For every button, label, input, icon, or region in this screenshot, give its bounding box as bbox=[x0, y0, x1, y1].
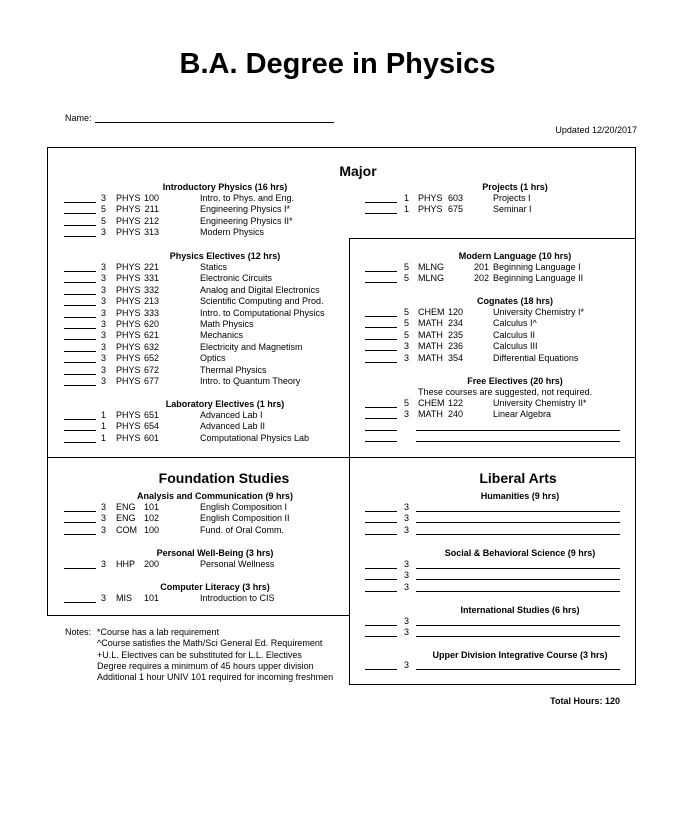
course-number: 102 bbox=[143, 513, 159, 524]
course-hours: 1 bbox=[101, 432, 107, 443]
course-dept: MATH bbox=[418, 341, 443, 352]
course-hours: 5 bbox=[404, 329, 410, 340]
course-dept: PHYS bbox=[116, 273, 141, 284]
course-hours: 3 bbox=[404, 502, 410, 512]
page-title: B.A. Degree in Physics bbox=[179, 48, 496, 80]
course-hours: 3 bbox=[101, 341, 107, 352]
group-title: International Studies (6 hrs) bbox=[460, 605, 580, 615]
course-dept: MATH bbox=[418, 318, 443, 329]
note-line: ^Course satisfies the Math/Sci General Ed. Requirement bbox=[97, 638, 323, 649]
course-dept: PHYS bbox=[116, 227, 141, 238]
course-number: 101 bbox=[143, 593, 159, 603]
course-name: Introduction to CIS bbox=[200, 593, 275, 603]
course-hours: 3 bbox=[101, 273, 107, 284]
course-row bbox=[0, 593, 675, 604]
course-number: 221 bbox=[143, 262, 159, 272]
course-row bbox=[0, 409, 675, 420]
course-dept: PHYS bbox=[116, 262, 141, 272]
course-number: 235 bbox=[447, 329, 463, 340]
course-hours: 1 bbox=[101, 410, 107, 420]
course-dept: PHYS bbox=[116, 341, 141, 352]
course-name: Linear Algebra bbox=[493, 409, 552, 420]
course-dept: PHYS bbox=[116, 364, 141, 375]
course-number: 100 bbox=[143, 193, 159, 203]
course-hours: 5 bbox=[404, 262, 410, 272]
free-electives-note: These courses are suggested, not required. bbox=[418, 387, 593, 397]
course-entry-line[interactable] bbox=[416, 579, 620, 580]
course-name: Engineering Physics II* bbox=[200, 215, 293, 226]
course-name: University Chemistry II* bbox=[493, 398, 587, 408]
course-name: Intro. to Quantum Theory bbox=[200, 376, 301, 386]
course-hours: 1 bbox=[404, 204, 410, 215]
course-number: 675 bbox=[447, 204, 463, 215]
liberal-arts-title: Liberal Arts bbox=[479, 470, 557, 486]
course-dept: PHYS bbox=[116, 432, 141, 443]
course-hours: 3 bbox=[101, 227, 107, 238]
course-number: 331 bbox=[143, 273, 159, 284]
course-hours: 3 bbox=[101, 593, 107, 603]
course-name: Engineering Physics I* bbox=[200, 204, 291, 215]
course-name: Mechanics bbox=[200, 330, 244, 341]
course-number: 603 bbox=[447, 193, 463, 203]
course-number: 332 bbox=[143, 284, 159, 295]
note-line: +U.L. Electives can be substituted for L.L. Electives bbox=[97, 649, 302, 660]
course-name: Advanced Lab I bbox=[200, 410, 263, 420]
course-name: English Composition II bbox=[200, 513, 290, 524]
course-hours: 5 bbox=[404, 318, 410, 329]
course-name: Calculus II bbox=[493, 329, 536, 340]
course-row bbox=[0, 307, 675, 318]
course-number: 333 bbox=[143, 307, 159, 318]
grade-blank[interactable] bbox=[365, 511, 397, 512]
course-entry-line[interactable] bbox=[416, 636, 620, 637]
course-dept: MLNG bbox=[418, 273, 445, 284]
course-name: Optics bbox=[200, 353, 226, 364]
course-name: Advanced Lab II bbox=[200, 421, 266, 432]
grade-blank[interactable] bbox=[365, 430, 397, 431]
course-name: Differential Equations bbox=[493, 352, 579, 363]
course-number: 122 bbox=[447, 398, 463, 408]
course-row bbox=[0, 398, 675, 409]
course-name: Fund. of Oral Comm. bbox=[200, 524, 285, 535]
course-hours: 5 bbox=[101, 204, 107, 215]
course-entry-line[interactable] bbox=[416, 430, 620, 431]
course-name: Calculus I^ bbox=[493, 318, 537, 329]
course-hours: 3 bbox=[404, 581, 410, 592]
note-line: Additional 1 hour UNIV 101 required for incoming freshmen bbox=[97, 672, 334, 683]
name-field-line[interactable] bbox=[95, 122, 334, 123]
course-number: 621 bbox=[143, 330, 159, 341]
course-number: 200 bbox=[143, 559, 159, 569]
course-number: 601 bbox=[143, 432, 159, 443]
course-hours: 3 bbox=[404, 524, 410, 535]
course-name: University Chemistry I* bbox=[493, 307, 585, 317]
course-dept: PHYS bbox=[116, 319, 141, 329]
course-number: 213 bbox=[143, 296, 159, 307]
course-hours: 5 bbox=[404, 273, 410, 284]
course-number: 100 bbox=[143, 524, 159, 535]
course-hours: 3 bbox=[101, 524, 107, 535]
course-dept: PHYS bbox=[116, 296, 141, 307]
grade-blank[interactable] bbox=[365, 669, 397, 670]
course-name: Beginning Language I bbox=[493, 262, 581, 272]
course-row bbox=[0, 216, 675, 227]
grade-blank[interactable] bbox=[365, 579, 397, 580]
group-title: Social & Behavioral Science (9 hrs) bbox=[444, 548, 596, 558]
course-name: Electricity and Magnetism bbox=[200, 341, 303, 352]
group-title: Physics Electives (12 hrs) bbox=[169, 251, 281, 261]
group-title: Introductory Physics (16 hrs) bbox=[162, 182, 288, 192]
note-line: Degree requires a minimum of 45 hours upper division bbox=[97, 660, 314, 671]
course-number: 654 bbox=[143, 421, 159, 432]
course-number: 677 bbox=[143, 376, 159, 386]
course-number: 101 bbox=[143, 502, 159, 512]
grade-blank[interactable] bbox=[365, 441, 397, 442]
course-hours: 3 bbox=[101, 502, 107, 512]
grade-blank[interactable] bbox=[365, 625, 397, 626]
course-hours: 3 bbox=[404, 570, 410, 581]
course-entry-line[interactable] bbox=[416, 669, 620, 670]
course-number: 234 bbox=[447, 318, 463, 329]
course-dept: ENG bbox=[116, 513, 136, 524]
major-title: Major bbox=[339, 163, 377, 179]
group-title: Laboratory Electives (1 hrs) bbox=[165, 399, 285, 409]
course-hours: 1 bbox=[101, 421, 107, 432]
course-name: Scientific Computing and Prod. bbox=[200, 296, 324, 307]
group-title: Computer Literacy (3 hrs) bbox=[160, 582, 270, 592]
course-hours: 3 bbox=[101, 319, 107, 329]
course-hours: 3 bbox=[101, 330, 107, 341]
course-name: Beginning Language II bbox=[493, 273, 584, 284]
course-dept: PHYS bbox=[116, 330, 141, 341]
course-number: 201 bbox=[473, 262, 489, 272]
course-hours: 3 bbox=[404, 627, 410, 638]
course-name: Intro. to Phys. and Eng. bbox=[200, 193, 295, 203]
course-dept: PHYS bbox=[418, 204, 443, 215]
course-dept: PHYS bbox=[116, 193, 141, 203]
course-name: Thermal Physics bbox=[200, 364, 267, 375]
group-title: Free Electives (20 hrs) bbox=[467, 376, 563, 386]
course-number: 120 bbox=[447, 307, 463, 317]
course-hours: 3 bbox=[101, 307, 107, 318]
course-number: 313 bbox=[143, 227, 159, 238]
total-hours: Total Hours: 120 bbox=[550, 696, 620, 706]
course-hours: 3 bbox=[101, 364, 107, 375]
course-hours: 5 bbox=[404, 307, 410, 317]
group-title: Personal Well-Being (3 hrs) bbox=[156, 548, 274, 558]
course-hours: 3 bbox=[404, 409, 410, 420]
course-name: Statics bbox=[200, 262, 228, 272]
group-title: Analysis and Communication (9 hrs) bbox=[136, 491, 294, 501]
course-number: 354 bbox=[447, 352, 463, 363]
foundation-title: Foundation Studies bbox=[158, 470, 290, 486]
course-hours: 1 bbox=[404, 193, 410, 203]
course-entry-line[interactable] bbox=[416, 441, 620, 442]
course-number: 672 bbox=[143, 364, 159, 375]
course-number: 652 bbox=[143, 353, 159, 364]
course-name: Analog and Digital Electronics bbox=[200, 284, 320, 295]
course-dept: COM bbox=[116, 524, 137, 535]
course-entry-line[interactable] bbox=[416, 625, 620, 626]
course-row bbox=[0, 341, 675, 352]
course-dept: PHYS bbox=[116, 376, 141, 386]
course-dept: CHEM bbox=[418, 398, 445, 408]
course-row bbox=[0, 433, 675, 444]
course-name: Math Physics bbox=[200, 319, 254, 329]
course-row bbox=[0, 365, 675, 376]
course-hours: 3 bbox=[404, 341, 410, 352]
course-number: 236 bbox=[447, 341, 463, 352]
course-hours: 3 bbox=[101, 193, 107, 203]
course-number: 202 bbox=[473, 273, 489, 284]
course-name: Seminar I bbox=[493, 204, 532, 215]
course-dept: MATH bbox=[418, 329, 443, 340]
course-row bbox=[0, 193, 675, 204]
course-row bbox=[0, 330, 675, 341]
course-name: Calculus III bbox=[493, 341, 538, 352]
course-number: 651 bbox=[143, 410, 159, 420]
course-row bbox=[0, 262, 675, 273]
course-entry-line[interactable] bbox=[416, 511, 620, 512]
group-title: Humanities (9 hrs) bbox=[480, 491, 560, 501]
grade-blank[interactable] bbox=[365, 534, 397, 535]
course-number: 240 bbox=[447, 409, 463, 420]
course-row bbox=[0, 227, 675, 238]
course-dept: PHYS bbox=[116, 353, 141, 364]
course-name: Electronic Circuits bbox=[200, 273, 273, 284]
course-hours: 3 bbox=[101, 262, 107, 272]
course-name: Personal Wellness bbox=[200, 559, 275, 569]
grade-blank[interactable] bbox=[365, 591, 397, 592]
course-hours: 3 bbox=[404, 559, 410, 569]
course-dept: MLNG bbox=[418, 262, 445, 272]
course-row bbox=[0, 204, 675, 215]
course-number: 620 bbox=[143, 319, 159, 329]
course-row bbox=[0, 353, 675, 364]
course-name: Modern Physics bbox=[200, 227, 265, 238]
grade-blank[interactable] bbox=[365, 568, 397, 569]
name-label: Name: bbox=[65, 113, 92, 123]
course-entry-line[interactable] bbox=[416, 522, 620, 523]
course-row bbox=[0, 318, 675, 329]
group-title: Upper Division Integrative Course (3 hrs) bbox=[432, 650, 608, 660]
group-title: Cognates (18 hrs) bbox=[476, 296, 554, 306]
course-dept: PHYS bbox=[116, 421, 141, 432]
course-name: Computational Physics Lab bbox=[200, 432, 310, 443]
group-title: Modern Language (10 hrs) bbox=[458, 251, 572, 261]
course-hours: 3 bbox=[404, 513, 410, 524]
course-name: Intro. to Computational Physics bbox=[200, 307, 325, 318]
course-dept: ENG bbox=[116, 502, 136, 512]
note-line: *Course has a lab requirement bbox=[97, 627, 220, 637]
course-dept: MATH bbox=[418, 409, 443, 420]
course-dept: MIS bbox=[116, 593, 133, 603]
course-dept: PHYS bbox=[418, 193, 443, 203]
course-entry-line[interactable] bbox=[416, 534, 620, 535]
course-hours: 3 bbox=[101, 284, 107, 295]
course-hours: 5 bbox=[404, 398, 410, 408]
course-number: 632 bbox=[143, 341, 159, 352]
course-hours: 5 bbox=[101, 215, 107, 226]
course-hours: 3 bbox=[101, 376, 107, 386]
course-dept: HHP bbox=[116, 559, 136, 569]
course-hours: 3 bbox=[101, 296, 107, 307]
course-dept: PHYS bbox=[116, 215, 141, 226]
updated-date: Updated 12/20/2017 bbox=[555, 125, 637, 135]
grade-blank[interactable] bbox=[365, 636, 397, 637]
course-hours: 3 bbox=[404, 352, 410, 363]
course-dept: PHYS bbox=[116, 204, 141, 215]
course-entry-line[interactable] bbox=[416, 591, 620, 592]
course-hours: 3 bbox=[101, 559, 107, 569]
course-dept: PHYS bbox=[116, 410, 141, 420]
course-row bbox=[0, 273, 675, 284]
course-dept: PHYS bbox=[116, 307, 141, 318]
course-dept: PHYS bbox=[116, 284, 141, 295]
course-hours: 3 bbox=[404, 660, 410, 670]
course-number: 211 bbox=[144, 204, 159, 215]
course-hours: 3 bbox=[101, 513, 107, 524]
notes-label: Notes: bbox=[65, 627, 92, 637]
course-hours: 3 bbox=[404, 616, 410, 626]
course-row bbox=[0, 285, 675, 296]
grade-blank[interactable] bbox=[365, 522, 397, 523]
course-dept: CHEM bbox=[418, 307, 445, 317]
course-number: 212 bbox=[143, 215, 159, 226]
course-name: English Composition I bbox=[200, 502, 288, 512]
group-title: Projects (1 hrs) bbox=[482, 182, 548, 192]
course-entry-line[interactable] bbox=[416, 568, 620, 569]
course-dept: MATH bbox=[418, 352, 443, 363]
course-hours: 3 bbox=[101, 353, 107, 364]
course-name: Projects I bbox=[493, 193, 531, 203]
